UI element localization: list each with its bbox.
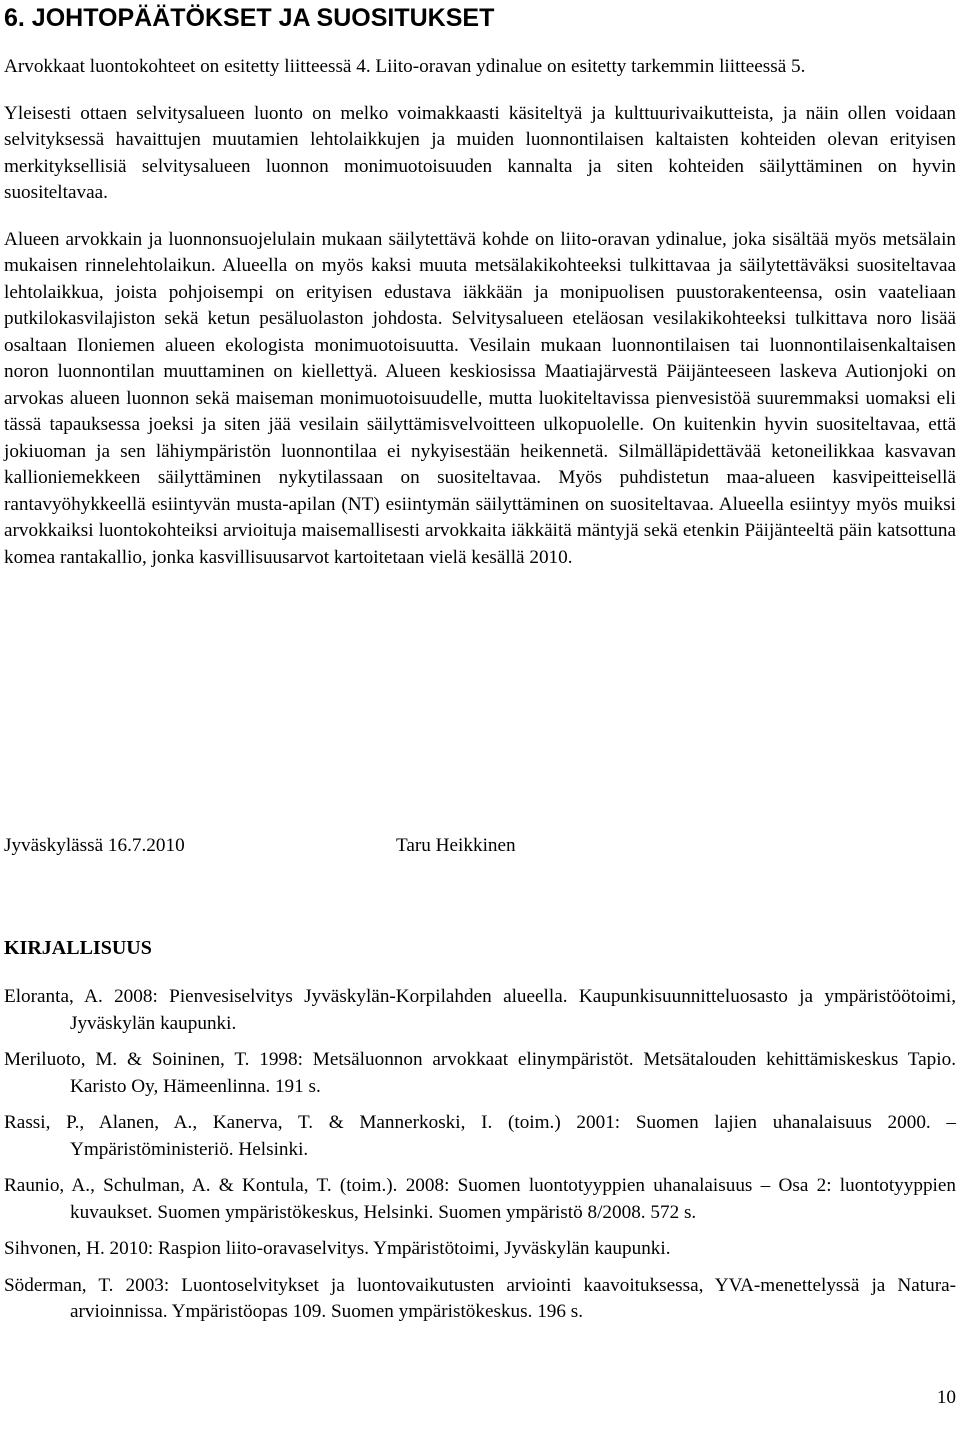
signature-place-date: Jyväskylässä 16.7.2010: [4, 835, 185, 856]
document-page: [4, 0, 956, 1432]
reference-item: Rassi, P., Alanen, A., Kanerva, T. & Mannerkoski, I. (toim.) 2001: Suomen lajien uhanalaisuus 2000. –Ympäristöministeriö. Helsinki.: [4, 1112, 956, 1160]
signature-block: [4, 832, 956, 862]
paragraph-overview: Yleisesti ottaen selvitysalueen luonto on melko voimakkaasti käsiteltyä ja kulttuurivaikutteista, ja näin ollen voidaan selvityksessä havaittujen muutamien lehtolaikkujen ja muiden luonnontilaisen kaltaisten kohteiden olevan erityisen merkityksellisiä selvitysalueen luonnon monimuotoisuuden kannalta ja siten kohteiden säilyttäminen on hyvin suositeltavaa.: [4, 102, 956, 203]
section-title: 6. JOHTOPÄÄTÖKSET JA SUOSITUKSET: [4, 4, 495, 32]
reference-item: Eloranta, A. 2008: Pienvesiselvitys Jyväskylän-Korpilahden alueella. Kaupunkisuunnitteluosasto ja ympäristöötoimi, Jyväskylän kaupunki.: [4, 986, 956, 1034]
references-list: [4, 984, 956, 1336]
reference-item: Raunio, A., Schulman, A. & Kontula, T. (toim.). 2008: Suomen luontotyyppien uhanalaisuus – Osa 2: luontotyyppien kuvaukset. Suomen ympäristökeskus, Helsinki. Suomen ympäristö 8/2008. 572 s.: [4, 1175, 956, 1223]
reference-item: Meriluoto, M. & Soininen, T. 1998: Metsäluonnon arvokkaat elinympäristöt. Metsätalouden kehittämiskeskus Tapio. Karisto Oy, Hämeenlinna. 191 s.: [4, 1049, 956, 1097]
paragraph-conclusions: Alueen arvokkain ja luonnonsuojelulain mukaan säilytettävä kohde on liito-oravan ydinalue, joka sisältää myös metsälain mukaisen rinnelehtolaikun. Alueella on myös kaksi muuta metsälakikohteeksi tulkittavaa ja säilytettäväksi suositeltavaa lehtolaikkua, joista pohjoisempi on erityisen edustava iäkkään ja monipuolisen puustorakenteensa, osin vaateliaan putkilokasvilajiston sekä ketun pesäluolaston johdosta. Selvitysalueen eteläosan vesilakikohteeksi tulkittava noro lisää osaltaan Iloniemen alueen ekologista monimuotoisuutta. Vesilain mukaan luonnontilaisen tai luonnontilaisenkaltaisen noron luonnontilan muuttaminen on kiellettyä. Alueen keskiosissa Maatiajärvestä Päijänteeseen laskeva Autionjoki on arvokas alueen luonnon sekä maiseman monimuotoisuudelle, mutta luokiteltavissa pienvesistöä suuremmaksi uomaksi eli tässä tapauksessa joeksi ja siten jää vesilain säilyttämisvelvoitteen ulkopuolelle. On kuitenkin hyvin suositeltavaa, että jokiuoman ja sen lähiympäristön luonnontilaa ei nykyisestään heikennetä. Silmälläpidettävää ketoneilikkaa kasvavan kallioniemekkeen säilyttäminen nykytilassaan on suositeltavaa. Myös puhdistetun maa-alueen kasvipeitteisellä rantavyöhykkeellä esiintyvän musta-apilan (NT) esiintymän säilyttäminen on suositeltavaa. Alueella esiintyy myös muiksi arvokkaiksi luontokohteiksi arvioituja maisemallisesti arvokkaita iäkkäitä mäntyjä sekä etenkin Päijänteeltä päin katsottuna komea rantakallio, jonka kasvillisuusarvot kartoitetaan vielä kesällä 2010.: [4, 228, 956, 568]
references-title: KIRJALLISUUS: [4, 937, 152, 959]
paragraph-appendices: Arvokkaat luontokohteet on esitetty liitteessä 4. Liito-oravan ydinalue on esitetty tarkemmin liitteessä 5.: [4, 56, 806, 77]
signature-author: Taru Heikkinen: [396, 835, 516, 856]
page-number: 10: [936, 1387, 956, 1408]
reference-item: Söderman, T. 2003: Luontoselvitykset ja luontovaikutusten arviointi kaavoituksessa, YVA-menettelyssä ja Natura-arvioinnissa. Ympäristöopas 109. Suomen ympäristökeskus. 196 s.: [4, 1274, 956, 1322]
reference-item: Sihvonen, H. 2010: Raspion liito-oravaselvitys. Ympäristötoimi, Jyväskylän kaupunki.: [4, 1238, 671, 1259]
